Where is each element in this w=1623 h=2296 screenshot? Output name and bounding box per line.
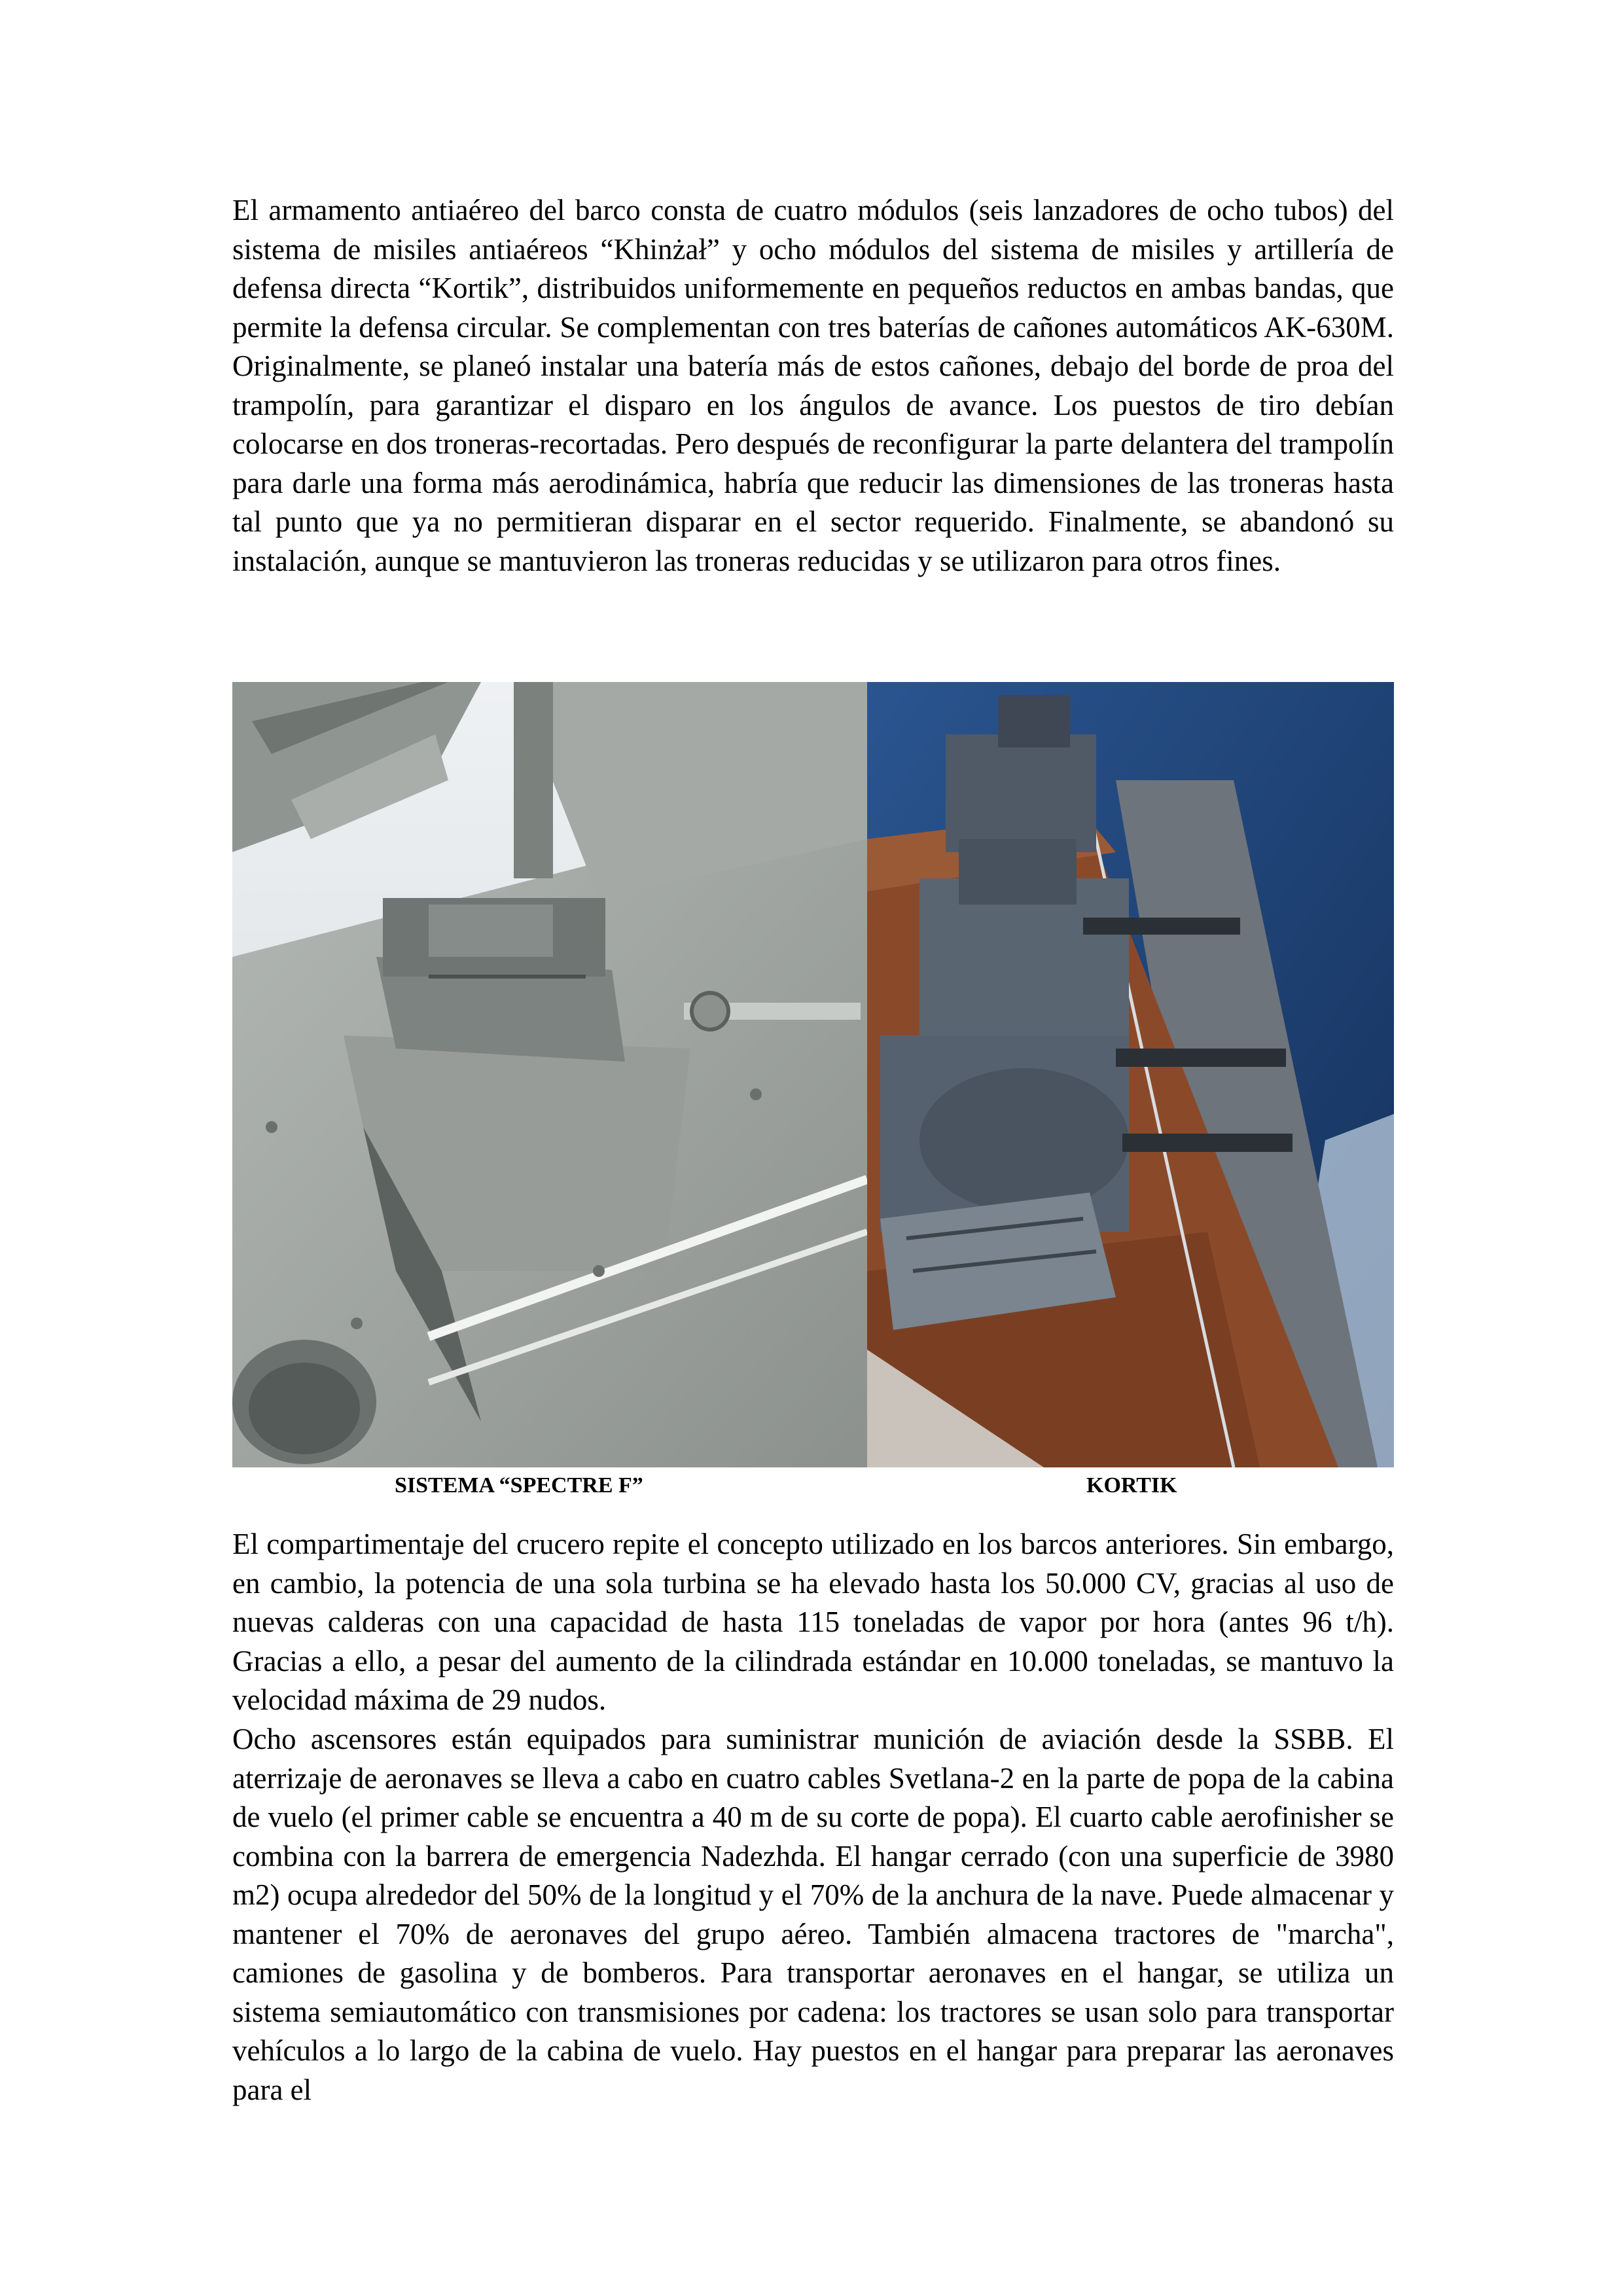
paragraph-compartments: El compartimentaje del crucero repite el concepto utilizado en los barcos anteriores. Sin embargo, en cambio, la potencia de una sola turbina se ha elevado hasta los 50.000 CV, gracias al uso de nuevas calderas con una capacidad de hasta 115 toneladas de vapor por hora (antes 96 t/h). Gracias a ello, a pesar del aumento de la cilindrada estándar en 10.000 toneladas, se mantuvo la velocidad máxima de 29 nudos. (232, 1528, 1394, 1716)
spectre-f-illustration (232, 682, 867, 1467)
photo-spectre-f (232, 682, 867, 1467)
paragraph-elevators-hangar: Ocho ascensores están equipados para suministrar munición de aviación desde la SSBB. El aterrizaje de aeronaves se lleva a cabo en cuatro cables Svetlana-2 en la parte de popa de la cabina de vuelo (el primer cable se encuentra a 40 m de su corte de popa). El cuarto cable aerofinisher se combina con la barrera de emergencia Nadezhda. El hangar cerrado (con una superficie de 3980 m2) ocupa alrededor del 50% de la longitud y el 70% de la anchura de la nave. Puede almacenar y mantener el 70% de aeronaves del grupo aéreo. También almacena tractores de "marcha", camiones de gasolina y de bomberos. Para transportar aeronaves en el hangar, se utiliza un sistema semiautomático con transmisiones por cadena: los tractores se usan solo para transportar vehículos a lo largo de la cabina de vuelo. Hay puestos en el hangar para preparar las aeronaves para el (232, 1723, 1394, 2106)
photo-kortik (867, 682, 1394, 1467)
kortik-illustration (867, 682, 1394, 1467)
caption-spectre-f: SISTEMA “SPECTRE F” (395, 1473, 643, 1498)
paragraph-antiaircraft-armament: El armamento antiaéreo del barco consta de cuatro módulos (seis lanzadores de ocho tubos) del sistema de misiles antiaéreos “Khinżał” y ocho módulos del sistema de misiles y artillería de defensa directa “Kortik”, distribuidos uniformemente en pequeños reductos en ambas bandas, que permite la defensa circular. Se complementan con tres baterías de cañones automáticos AK-630M. Originalmente, se planeó instalar una batería más de estos cañones, debajo del borde de proa del trampolín, para garantizar el disparo en los ángulos de avance. Los puestos de tiro debían colocarse en dos troneras-recortadas. Pero después de reconfigurar la parte delantera del trampolín para darle una forma más aerodinámica, habría que reducir las dimensiones de las troneras hasta tal punto que ya no permitieran disparar en el sector requerido. Finalmente, se abandonó su instalación, aunque se mantuvieron las troneras reducidas y se utilizaron para otros fines. (232, 194, 1394, 577)
caption-kortik: KORTIK (1086, 1473, 1177, 1498)
